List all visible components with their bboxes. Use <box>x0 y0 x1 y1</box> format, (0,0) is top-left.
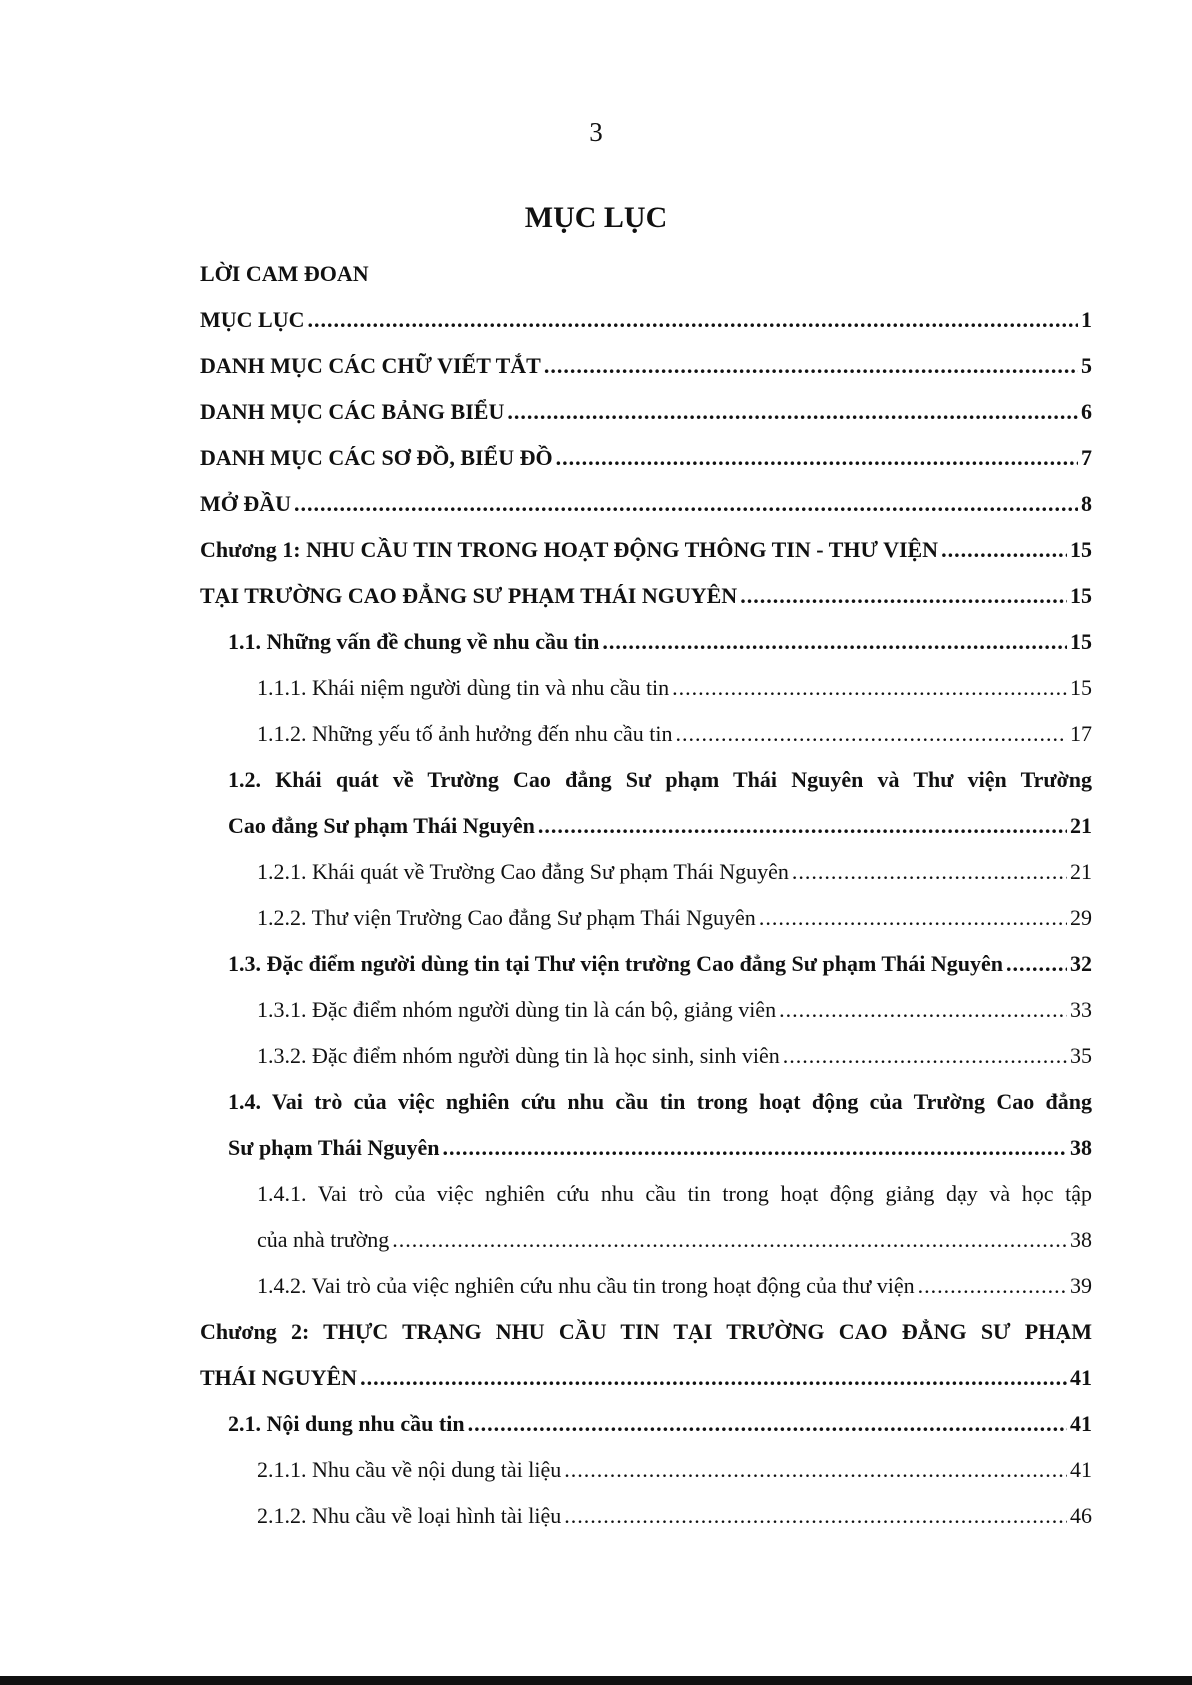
dot-leader <box>442 1125 1067 1171</box>
toc-entry-page: 35 <box>1070 1043 1092 1068</box>
toc-entry-text-line2: THÁI NGUYÊN <box>200 1365 358 1390</box>
toc-entry-text: TẠI TRƯỜNG CAO ĐẲNG SƯ PHẠM THÁI NGUYÊN <box>200 583 738 608</box>
dot-leader <box>759 895 1067 941</box>
toc-entry-text: 1.1. Những vấn đề chung về nhu cầu tin <box>228 629 600 654</box>
toc-title: MỤC LỤC <box>524 201 668 234</box>
dot-leader <box>676 711 1067 757</box>
toc-entry-text-line1: 1.4.1. Vai trò của việc nghiên cứu nhu cầu tin trong hoạt động giảng dạy và học tập <box>257 1181 1092 1206</box>
toc-entry-page: 6 <box>1081 399 1092 424</box>
dot-leader <box>941 527 1067 573</box>
toc-entry-text-line1: 1.2. Khái quát về Trường Cao đẳng Sư phạm Thái Nguyên và Thư viện Trường <box>228 767 1092 792</box>
toc-entry-page: 21 <box>1070 813 1092 838</box>
toc-entry-text-line2: của nhà trường <box>257 1227 390 1252</box>
toc-entry-page: 5 <box>1081 353 1092 378</box>
toc-entry-text-line1: Chương 2: THỰC TRẠNG NHU CẦU TIN TẠI TRƯỜNG CAO ĐẲNG SƯ PHẠM <box>200 1319 1092 1344</box>
toc-entry[interactable] <box>0 1447 1092 1493</box>
dot-leader <box>360 1355 1067 1401</box>
toc-entry-page: 29 <box>1070 905 1092 930</box>
toc-entry[interactable] <box>0 1309 1092 1401</box>
table-of-contents <box>0 251 1192 1539</box>
toc-entry-page: 21 <box>1070 859 1092 884</box>
toc-entry-page: 38 <box>1070 1227 1092 1252</box>
toc-entry-page: 39 <box>1070 1273 1092 1298</box>
toc-entry[interactable] <box>0 665 1092 711</box>
toc-entry[interactable] <box>0 1263 1092 1309</box>
toc-entry[interactable] <box>0 527 1092 573</box>
toc-entry[interactable] <box>0 389 1092 435</box>
toc-entry-page: 46 <box>1070 1503 1092 1528</box>
dot-leader <box>783 1033 1067 1079</box>
toc-entry-page: 15 <box>1070 675 1092 700</box>
toc-entry-text: 1.2.2. Thư viện Trường Cao đẳng Sư phạm Thái Nguyên <box>257 905 756 930</box>
toc-entry-page: 41 <box>1070 1411 1092 1436</box>
toc-entry-page: 41 <box>1070 1457 1092 1482</box>
toc-entry[interactable] <box>0 849 1092 895</box>
dot-leader <box>468 1401 1067 1447</box>
dot-leader <box>740 573 1067 619</box>
toc-entry[interactable] <box>0 941 1092 987</box>
toc-entry-page: 7 <box>1081 445 1092 470</box>
toc-entry-page: 8 <box>1081 491 1092 516</box>
dot-leader <box>564 1493 1067 1539</box>
toc-entry-text: 1.2.1. Khái quát về Trường Cao đẳng Sư phạm Thái Nguyên <box>257 859 789 884</box>
toc-entry-page: 15 <box>1070 629 1092 654</box>
dot-leader <box>392 1217 1067 1263</box>
toc-entry[interactable] <box>0 711 1092 757</box>
toc-entry-text: 1.1.2. Những yếu tố ảnh hưởng đến nhu cầu tin <box>257 721 673 746</box>
toc-entry-text: 2.1.2. Nhu cầu về loại hình tài liệu <box>257 1503 562 1528</box>
toc-entry[interactable] <box>0 1079 1092 1171</box>
toc-entry-text: 1.3.2. Đặc điểm nhóm người dùng tin là học sinh, sinh viên <box>257 1043 780 1068</box>
toc-entry[interactable] <box>0 1033 1092 1079</box>
toc-entry[interactable] <box>0 573 1092 619</box>
dot-leader <box>556 435 1078 481</box>
dot-leader <box>779 987 1067 1033</box>
toc-entry[interactable] <box>0 1401 1092 1447</box>
toc-entry-page: 41 <box>1070 1365 1092 1390</box>
toc-entry-page: 17 <box>1070 721 1092 746</box>
toc-entry-text: 1.3. Đặc điểm người dùng tin tại Thư viện trường Cao đẳng Sư phạm Thái Nguyên <box>228 951 1004 976</box>
toc-entry[interactable] <box>0 481 1092 527</box>
toc-entry-text-line1: 1.4. Vai trò của việc nghiên cứu nhu cầu tin trong hoạt động của Trường Cao đẳng <box>228 1089 1092 1114</box>
toc-entry-text: 1.3.1. Đặc điểm nhóm người dùng tin là cán bộ, giảng viên <box>257 997 777 1022</box>
page-number: 3 <box>589 117 603 147</box>
dot-leader <box>294 481 1078 527</box>
toc-entry-text: 2.1.1. Nhu cầu về nội dung tài liệu <box>257 1457 562 1482</box>
toc-entry-text: 1.1.1. Khái niệm người dùng tin và nhu cầu tin <box>257 675 670 700</box>
toc-entry[interactable] <box>0 343 1092 389</box>
toc-entry-text: LỜI CAM ĐOAN <box>200 261 369 286</box>
toc-entry-page: 15 <box>1070 583 1092 608</box>
toc-entry-page: 33 <box>1070 997 1092 1022</box>
toc-entry[interactable] <box>0 251 1092 297</box>
toc-entry[interactable] <box>0 895 1092 941</box>
dot-leader <box>602 619 1067 665</box>
bottom-edge-rule <box>0 1676 1192 1685</box>
toc-entry-page: 38 <box>1070 1135 1092 1160</box>
toc-entry-text: MỞ ĐẦU <box>200 491 292 516</box>
dot-leader <box>538 803 1067 849</box>
dot-leader <box>507 389 1078 435</box>
toc-entry-page: 32 <box>1070 951 1092 976</box>
toc-entry-text: DANH MỤC CÁC SƠ ĐỒ, BIỂU ĐỒ <box>200 445 553 470</box>
toc-entry-text: DANH MỤC CÁC CHỮ VIẾT TẮT <box>200 353 541 378</box>
toc-entry[interactable] <box>0 757 1092 849</box>
toc-entry[interactable] <box>0 1493 1092 1539</box>
toc-entry-page: 15 <box>1070 537 1092 562</box>
toc-entry-page: 1 <box>1081 307 1092 332</box>
dot-leader <box>672 665 1067 711</box>
dot-leader <box>918 1263 1067 1309</box>
toc-entry-text: DANH MỤC CÁC BẢNG BIỂU <box>200 399 505 424</box>
toc-entry[interactable] <box>0 619 1092 665</box>
toc-entry-text: Chương 1: NHU CẦU TIN TRONG HOẠT ĐỘNG THÔNG TIN - THƯ VIỆN <box>200 537 939 562</box>
toc-entry-text-line2: Sư phạm Thái Nguyên <box>228 1135 440 1160</box>
dot-leader <box>564 1447 1067 1493</box>
toc-entry[interactable] <box>0 435 1092 481</box>
dot-leader <box>308 297 1079 343</box>
toc-entry[interactable] <box>0 1171 1092 1263</box>
dot-leader <box>1006 941 1067 987</box>
toc-entry[interactable] <box>0 297 1092 343</box>
toc-entry[interactable] <box>0 987 1092 1033</box>
toc-entry-text: MỤC LỤC <box>200 307 305 332</box>
dot-leader <box>792 849 1067 895</box>
toc-entry-text: 2.1. Nội dung nhu cầu tin <box>228 1411 465 1436</box>
toc-entry-text: 1.4.2. Vai trò của việc nghiên cứu nhu cầu tin trong hoạt động của thư viện <box>257 1273 915 1298</box>
dot-leader <box>544 343 1078 389</box>
toc-entry-text-line2: Cao đẳng Sư phạm Thái Nguyên <box>228 813 535 838</box>
